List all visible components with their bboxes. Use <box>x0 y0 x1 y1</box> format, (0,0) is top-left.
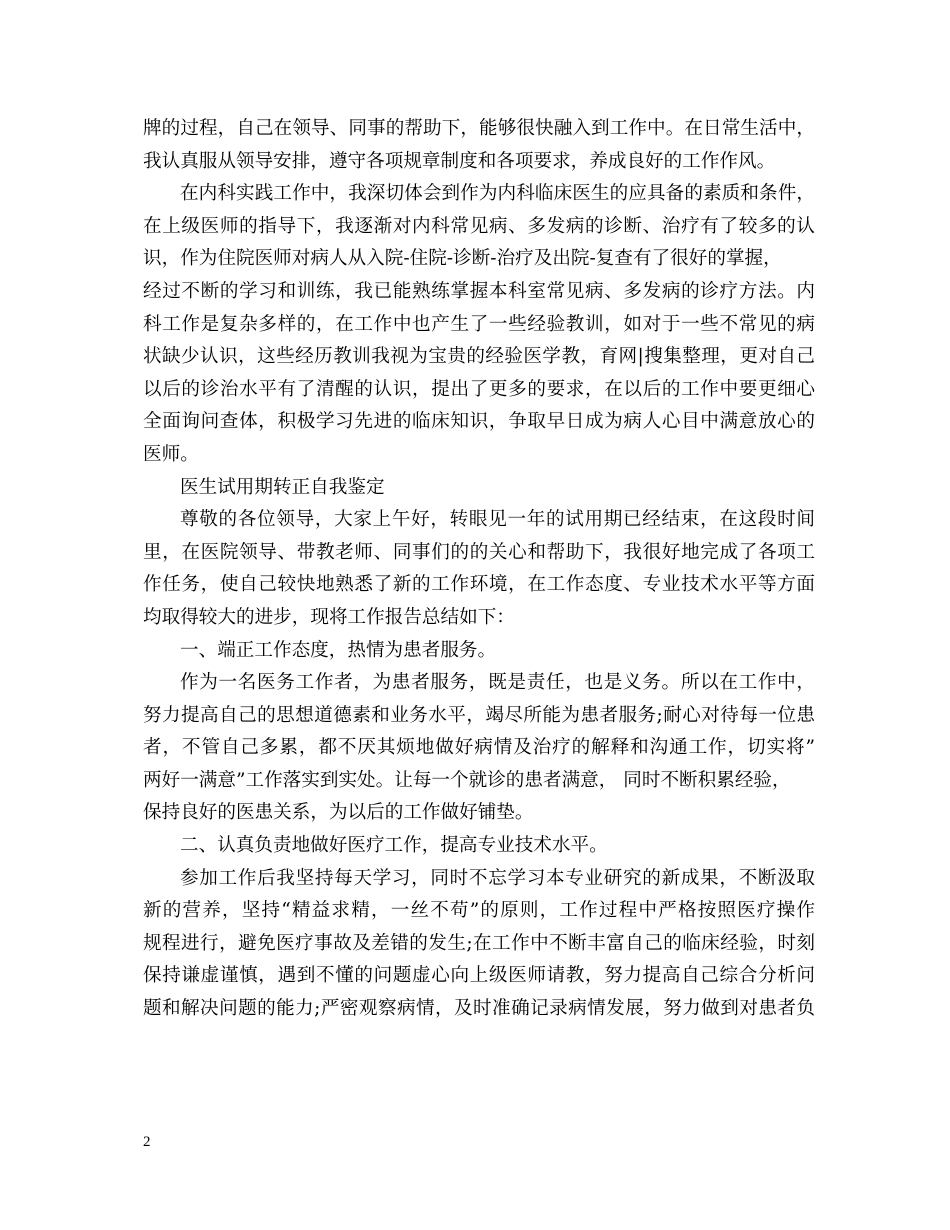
text-line: 题和解决问题的能力;严密观察病情，及时准确记录病情发展，努力做到对患者负 <box>143 998 815 1020</box>
text-line: 努力提高自己的思想道德素和业务水平，竭尽所能为患者服务;耐心对待每一位患 <box>143 704 815 726</box>
text-line: 者，不管自己多累，都不厌其烦地做好病情及治疗的解释和沟通工作，切实将” <box>143 737 815 759</box>
text-line: 医生试用期转正自我鉴定 <box>180 476 385 498</box>
page-number: 2 <box>143 1134 151 1150</box>
text-line: 医师。 <box>143 443 199 465</box>
text-line: 状缺少认识，这些经历教训我视为宝贵的经验医学教，育网|搜集整理，更对自己 <box>143 346 815 368</box>
text-line: 作任务，使自己较快地熟悉了新的工作环境，在工作态度、专业技术水平等方面 <box>143 574 815 596</box>
text-line: 参加工作后我坚持每天学习，同时不忘学习本专业研究的新成果，不断汲取 <box>180 867 815 889</box>
text-line: 作为一名医务工作者，为患者服务，既是责任，也是义务。所以在工作中， <box>180 672 815 694</box>
text-line: 在上级医师的指导下，我逐渐对内科常见病、多发病的诊断、治疗有了较多的认 <box>143 215 815 237</box>
text-line: 里，在医院领导、带教老师、同事们的的关心和帮助下，我很好地完成了各项工 <box>143 541 815 563</box>
text-line: 规程进行，避免医疗事故及差错的发生;在工作中不断丰富自己的临床经验，时刻 <box>143 932 815 954</box>
text-line: 保持谦虚谨慎，遇到不懂的问题虚心向上级医师请教，努力提高自己综合分析问 <box>143 965 815 987</box>
text-line: 新的营养，坚持“精益求精，一丝不苟”的原则，工作过程中严格按照医疗操作 <box>143 900 815 922</box>
text-line: 尊敬的各位领导，大家上午好，转眼见一年的试用期已经结束，在这段时间 <box>180 509 815 531</box>
text-line: 两好一满意”工作落实到实处。让每一个就诊的患者满意， 同时不断积累经验， <box>143 769 791 791</box>
text-line: 以后的诊治水平有了清醒的认识，提出了更多的要求，在以后的工作中要更细心 <box>143 378 815 400</box>
text-line: 保持良好的医患关系，为以后的工作做好铺垫。 <box>143 802 534 824</box>
text-line: 科工作是复杂多样的，在工作中也产生了一些经验教训，如对于一些不常见的病 <box>143 313 815 335</box>
text-line: 牌的过程，自己在领导、同事的帮助下，能够很快融入到工作中。在日常生活中， <box>143 118 815 139</box>
text-line: 在内科实践工作中，我深切体会到作为内科临床医生的应具备的素质和条件， <box>180 183 815 205</box>
document-body <box>143 113 815 1026</box>
text-line: 一、端正工作态度，热情为患者服务。 <box>180 639 497 661</box>
text-line: 识，作为住院医师对病人从入院-住院-诊断-治疗及出院-复查有了很好的掌握， <box>143 248 782 270</box>
text-line: 均取得较大的进步，现将工作报告总结如下： <box>143 606 515 628</box>
text-line: 经过不断的学习和训练，我已能熟练掌握本科室常见病、多发病的诊疗方法。内 <box>143 280 815 302</box>
text-line: 全面询问查体，积极学习先进的临床知识，争取早日成为病人心目中满意放心的 <box>143 411 815 433</box>
text-line: 二、认真负责地做好医疗工作，提高专业技术水平。 <box>180 835 608 857</box>
text-line: 我认真服从领导安排，遵守各项规章制度和各项要求，养成良好的工作作风。 <box>143 150 776 172</box>
